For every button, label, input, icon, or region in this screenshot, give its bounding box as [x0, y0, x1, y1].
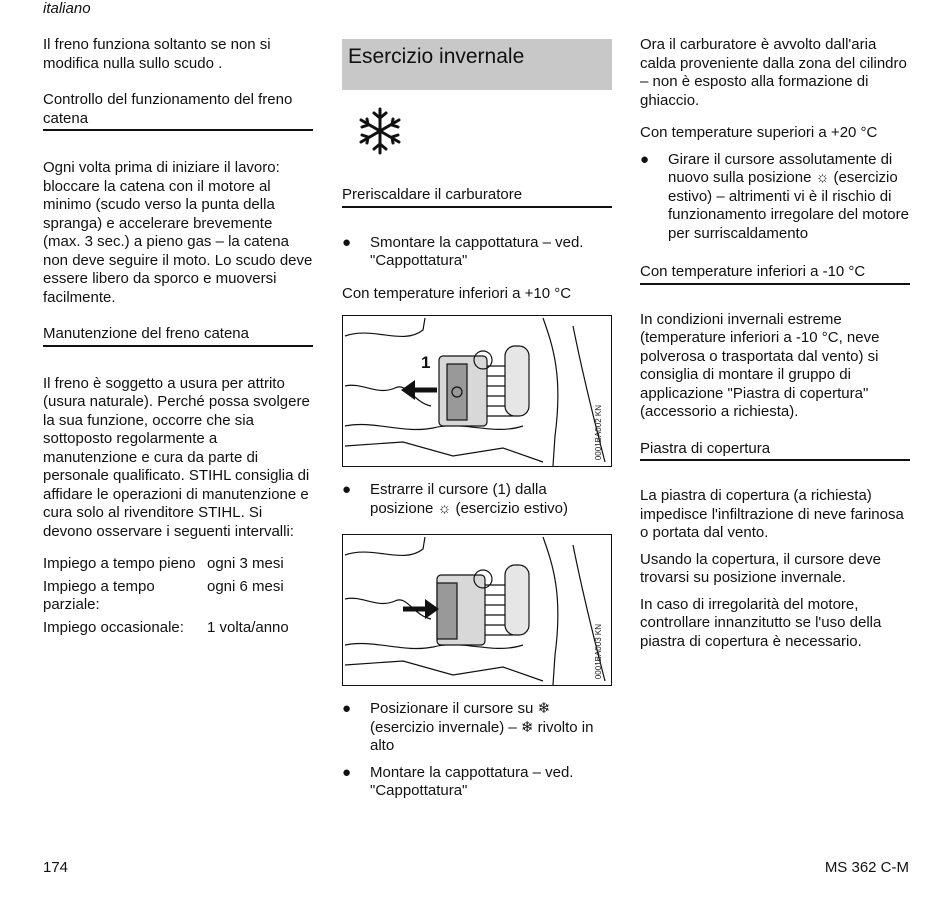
language-label: italiano — [43, 0, 91, 17]
callout-label: 1 — [421, 353, 431, 372]
heading-below-10: Con temperature inferiori a +10 °C — [342, 284, 572, 302]
heading-preheat: Preriscaldare il carburatore — [342, 186, 612, 208]
section-title-box — [342, 39, 612, 90]
interval-label: Impiego occasionale: — [43, 618, 184, 636]
snowflake-icon — [356, 106, 612, 158]
bullet-item — [342, 764, 612, 801]
interval-value: 1 volta/anno — [207, 618, 289, 636]
bullet-text: Smontare la cappottatura – ved. "Cappottatura" — [370, 233, 584, 269]
bullet-item — [342, 234, 612, 271]
bullet-text: Posizionare il cursore su ❄ (esercizio invernale) – ❄ rivolto in alto — [370, 700, 594, 754]
interval-row — [43, 578, 313, 615]
brake-maintenance-text: Il freno è soggetto a usura per attrito (usura naturale). Perché possa svolgere la sua funzione, occorre che sia sottoposto regolarmente a manutenzione e cura da parte di personale qualificato. STIHL consiglia di affidare le operazioni di manutenzione e cura solo al rivenditore STIHL. Si devono osservare i seguenti intervalli: — [43, 374, 310, 540]
interval-row — [43, 619, 313, 638]
column-1 — [43, 36, 313, 641]
cover-plate-text-1: La piastra di copertura (a richiesta) impedisce l'infiltrazione di neve farinosa o portata dal vento. — [640, 487, 904, 541]
bullet-text: Montare la cappottatura – ved. "Cappottatura" — [370, 763, 574, 799]
brake-control-text: Ogni volta prima di iniziare il lavoro: bloccare la catena con il motore al minimo (scudo verso la punta della spranga) e accelerare brevemente (max. 3 sec.) a pieno gas – la catena non deve seguire il moto. Lo scudo deve essere libero da sporco e muoversi facilmente. — [43, 159, 313, 306]
bullet-text: Estrarre il cursore (1) dalla posizione ☼ (esercizio estivo) — [370, 481, 568, 517]
column-3 — [640, 36, 910, 661]
section-title: Esercizio invernale — [348, 45, 525, 68]
bullet-item — [342, 481, 612, 518]
heading-cover-plate: Piastra di copertura — [640, 440, 910, 462]
bullet-text: Girare il cursore assolutamente di nuovo sulla posizione ☼ (esercizio estivo) – altrimenti vi è il rischio di funzionamento irregolare del motore per surriscaldamento — [668, 150, 909, 242]
bullet-icon: ● — [342, 233, 352, 251]
bullet-icon: ● — [342, 763, 352, 781]
bullet-icon: ● — [640, 150, 650, 168]
interval-value: ogni 6 mesi — [207, 577, 284, 595]
cover-plate-text-2: Usando la copertura, il cursore deve trovarsi su posizione invernale. — [640, 550, 881, 586]
carburetor-figure-1 — [342, 315, 612, 467]
intervals-table — [43, 555, 313, 637]
page-number: 174 — [43, 859, 69, 876]
cover-plate-text-3: In caso di irregolarità del motore, controllare innanzitutto se l'uso della piastra di copertura è necessario. — [640, 595, 882, 650]
preheat-result-text: Ora il carburatore è avvolto dall'aria calda proveniente dalla zona del cilindro – non è esposto alla formazione di ghiaccio. — [640, 36, 907, 109]
column-2 — [342, 36, 612, 801]
interval-label: Impiego a tempo pieno — [43, 555, 196, 572]
bullet-icon: ● — [342, 481, 352, 498]
figure-code: 0001BA002 KN — [593, 404, 603, 460]
heading-brake-maintenance: Manutenzione del freno catena — [43, 325, 313, 347]
heading-below-minus-10: Con temperature inferiori a -10 °C — [640, 263, 910, 285]
interval-value: ogni 3 mesi — [207, 555, 284, 572]
extreme-conditions-text: In condizioni invernali estreme (temperature inferiori a -10 °C, neve polverosa o trasportata dal vento) si consiglia di montare il gruppo di applicazione "Piastra di copertura" (accessorio a richiesta). — [640, 310, 880, 420]
interval-row — [43, 555, 313, 574]
interval-label: Impiego a tempo parziale: — [43, 577, 155, 613]
heading-brake-control: Controllo del funzionamento del freno catena — [43, 91, 313, 131]
figure-code: 0001BA003 KN — [593, 623, 603, 679]
carburetor-figure-2 — [342, 534, 612, 686]
bullet-icon: ● — [342, 700, 352, 717]
model-name: MS 362 C-M — [824, 859, 909, 876]
brake-intro-text: Il freno funziona soltanto se non si modifica nulla sullo scudo . — [43, 36, 271, 72]
bullet-item — [342, 700, 612, 756]
bullet-item — [640, 151, 910, 244]
heading-above-20: Con temperature superiori a +20 °C — [640, 124, 878, 141]
